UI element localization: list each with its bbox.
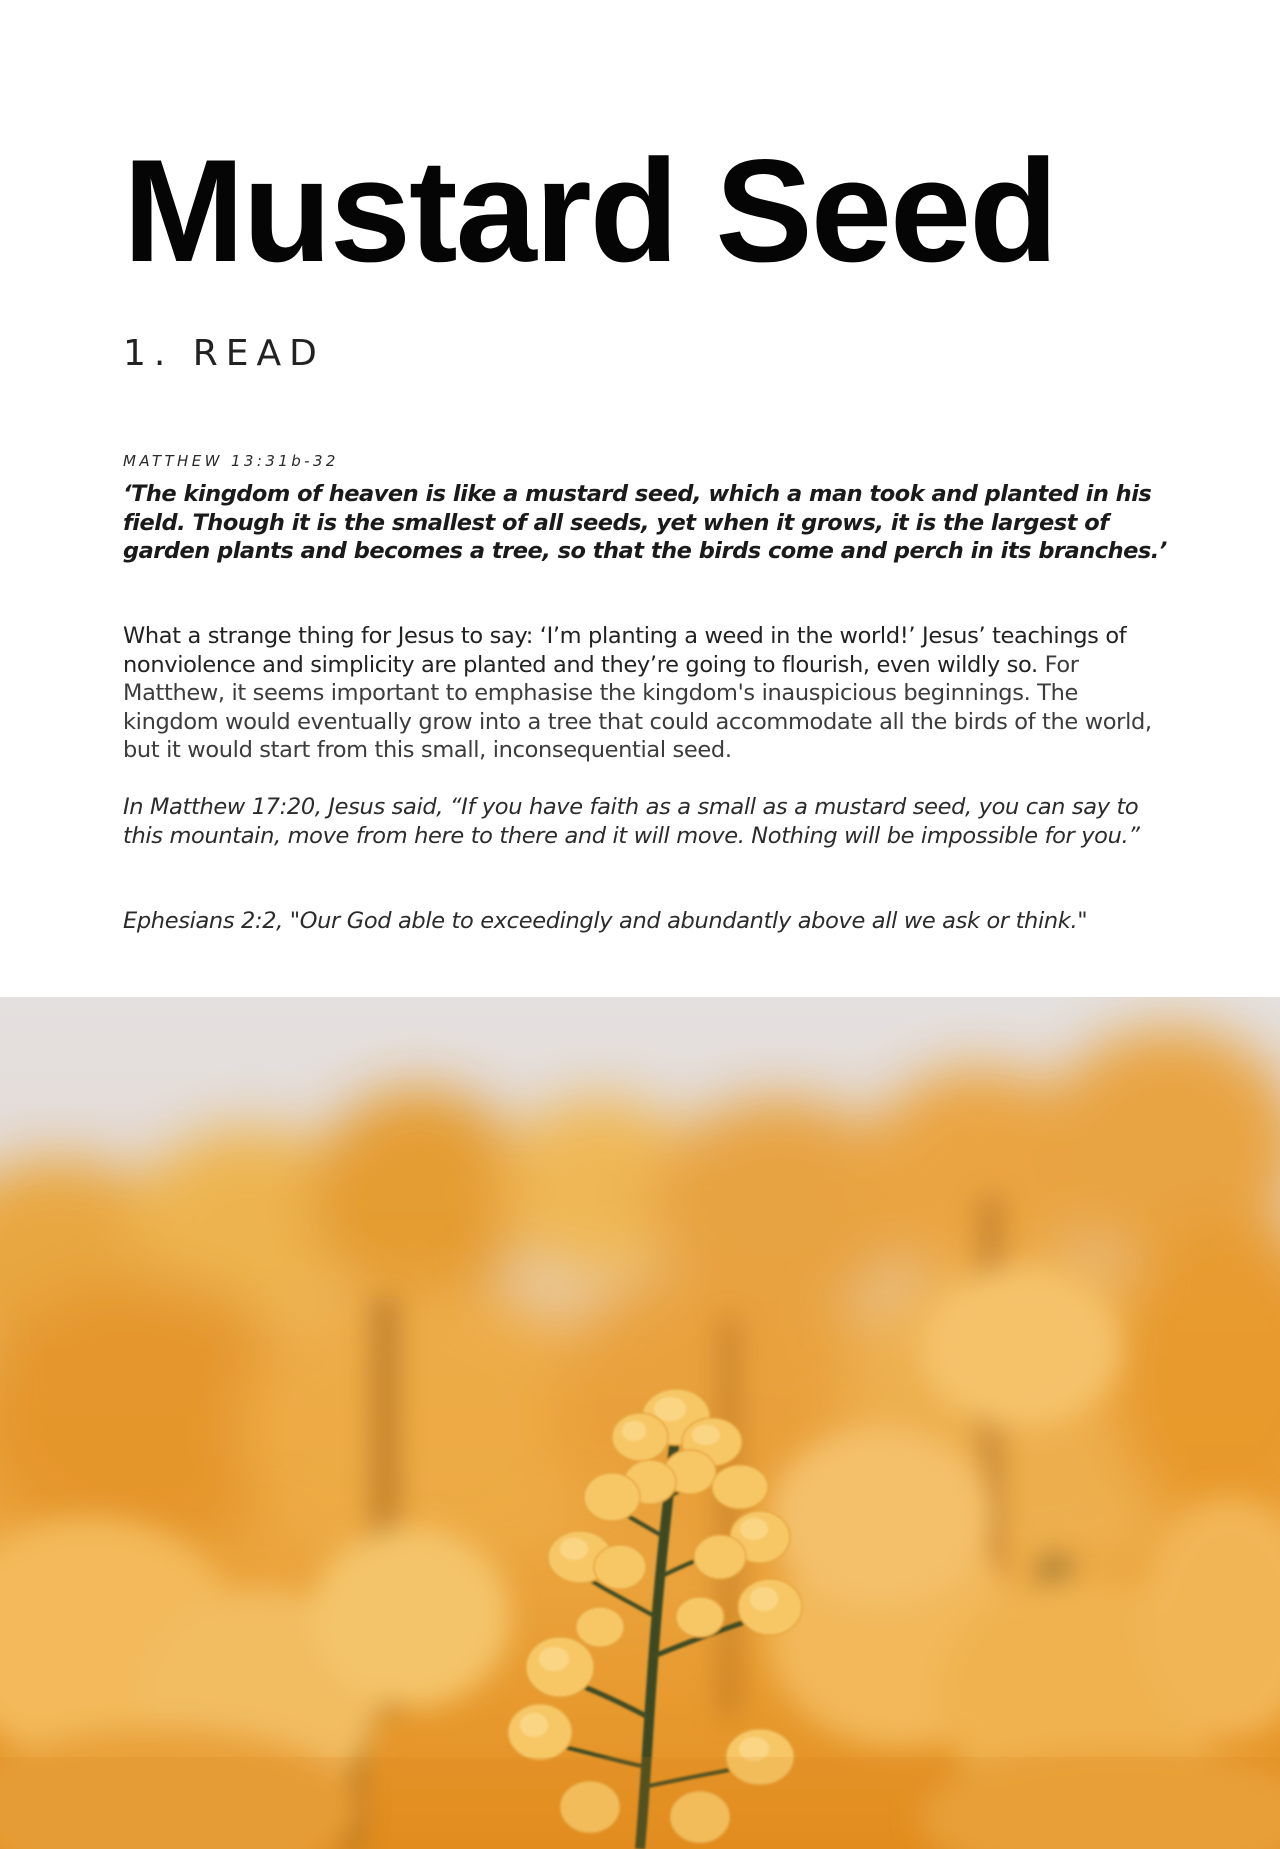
body-paragraph — [123, 622, 1168, 765]
quote-ephesians: Ephesians 2:2, "Our God able to exceedingly and abundantly above all we ask or think." — [123, 908, 1088, 934]
body-paragraph-part1: What a strange thing for Jesus to say: ‘I’m planting a weed in the world!’ Jesus’ teachings of nonviolence and simplicity are planted and they’re going to flourish, even wildly so. — [123, 623, 1127, 678]
quote-matthew: In Matthew 17:20, Jesus said, “If you have faith as a small as a mustard seed, you can say to this mountain, move from here to there and it will move. Nothing will be impossible for you.” — [123, 794, 1140, 849]
body-paragraph-part2: For Matthew, it seems important to emphasise the kingdom's inauspicious beginnings. The kingdom would eventually grow into a tree that could accommodate all the birds of the world, but it would start from this small, inconsequential seed. — [123, 651, 1152, 763]
mustard-flower-illustration — [0, 997, 1280, 1849]
scripture-reference: MATTHEW 13:31b-32 — [123, 452, 339, 470]
page-title: Mustard Seed — [123, 129, 1057, 292]
scripture-text: ‘The kingdom of heaven is like a mustard seed, which a man took and planted in his field. Though it is the smallest of all seeds, yet when it grows, it is the largest of garden plants and becomes a tree, so that the birds come and perch in its branches.’ — [123, 481, 1167, 564]
mustard-flower-photo — [0, 997, 1280, 1849]
section-heading-read: 1. READ — [123, 333, 325, 374]
